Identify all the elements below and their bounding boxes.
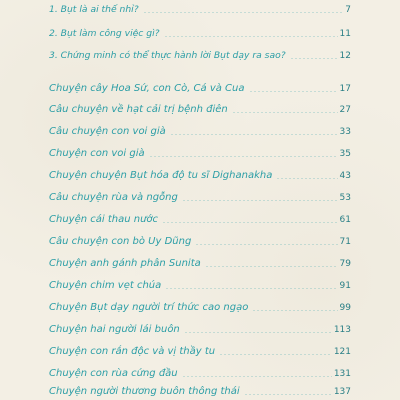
toc-entry-title: Câu chuyện về hạt cải trị bệnh điên [49, 104, 228, 115]
toc-row[interactable] [49, 144, 351, 160]
toc-row[interactable] [49, 79, 351, 95]
dot-leader [276, 178, 337, 179]
toc-entry-page: 17 [339, 84, 351, 94]
toc-entry-page: 35 [339, 149, 351, 159]
toc-entry-title: Chuyện con rùa cứng đầu [49, 368, 178, 379]
toc-entry-title: 2. Bụt làm công việc gì? [49, 28, 160, 39]
toc-row[interactable] [49, 382, 351, 398]
dot-leader [182, 376, 332, 377]
dot-leader [143, 12, 344, 13]
toc-row[interactable] [49, 46, 351, 62]
dot-leader [249, 91, 338, 92]
dot-leader [170, 134, 338, 135]
dot-leader [244, 394, 332, 395]
toc-entry-title: Chuyện chim vẹt chúa [49, 280, 162, 291]
toc-row[interactable] [49, 188, 351, 204]
toc-entry-page: 61 [339, 215, 351, 225]
dot-leader [205, 266, 338, 267]
toc-entry-page: 12 [339, 51, 351, 61]
toc-entry-title: Câu chuyện con voi già [49, 126, 166, 137]
toc-entry-page: 11 [339, 29, 351, 39]
toc-entry-title: Chuyện cây Hoa Sứ, con Cò, Cá và Cua [49, 83, 245, 94]
toc-entry-page: 27 [339, 105, 351, 115]
toc-row[interactable] [49, 122, 351, 138]
toc-row[interactable] [49, 254, 351, 270]
toc-row[interactable] [49, 298, 351, 314]
toc-entry-title: Chuyện con rắn độc và vị thầy tu [49, 346, 216, 357]
toc-row[interactable] [49, 100, 351, 116]
toc-entry-page: 91 [339, 281, 351, 291]
toc-row[interactable] [49, 0, 351, 16]
toc-entry-title: Câu chuyện rùa và ngỗng [49, 192, 178, 203]
dot-leader [162, 222, 338, 223]
dot-leader [290, 58, 338, 59]
dot-leader [195, 244, 337, 245]
toc-entry-title: 3. Chứng minh có thể thực hành lời Bụt dạy ra sao? [49, 50, 286, 61]
dot-leader [184, 332, 332, 333]
dot-leader [165, 288, 337, 289]
dot-leader [149, 156, 338, 157]
toc-row[interactable] [49, 210, 351, 226]
toc-entry-page: 131 [333, 369, 351, 379]
toc-entry-page: 33 [339, 127, 351, 137]
toc-entry-title: Chuyện anh gánh phân Sunita [49, 258, 201, 269]
toc-entry-title: Chuyện hai người lái buôn [49, 324, 180, 335]
toc-row[interactable] [49, 342, 351, 358]
toc-entry-title: Chuyện con voi già [49, 148, 145, 159]
toc-entry-page: 43 [339, 171, 351, 181]
toc-entry-title: Chuyện người thương buôn thông thái [49, 386, 240, 397]
dot-leader [252, 310, 337, 311]
toc-row[interactable] [49, 232, 351, 248]
toc-entry-title: Chuyện Bụt dạy người trí thức cao ngạo [49, 302, 249, 313]
toc-row[interactable] [49, 24, 351, 40]
dot-leader [182, 200, 338, 201]
toc-entry-page: 137 [333, 387, 351, 397]
dot-leader [164, 36, 338, 37]
toc-row[interactable] [49, 166, 351, 182]
toc-row[interactable] [49, 320, 351, 336]
dot-leader [232, 112, 338, 113]
toc-entry-title: Chuyện cái thau nước [49, 214, 159, 225]
toc-entry-page: 71 [339, 237, 351, 247]
toc-entry-page: 53 [339, 193, 351, 203]
toc-entry-title: Chuyện chuyện Bụt hóa độ tu sĩ Dighanakha [49, 170, 273, 181]
toc-entry-page: 99 [339, 303, 351, 313]
toc-row[interactable] [49, 276, 351, 292]
toc-entry-page: 79 [339, 259, 351, 269]
toc-entry-page: 7 [345, 5, 351, 15]
toc-entry-page: 113 [333, 325, 351, 335]
toc-entry-title: Câu chuyện con bò Uy Dũng [49, 236, 192, 247]
toc-entry-title: 1. Bụt là ai thế nhỉ? [49, 4, 139, 15]
toc-row[interactable] [49, 364, 351, 380]
dot-leader [219, 354, 332, 355]
toc-entry-page: 121 [333, 347, 351, 357]
